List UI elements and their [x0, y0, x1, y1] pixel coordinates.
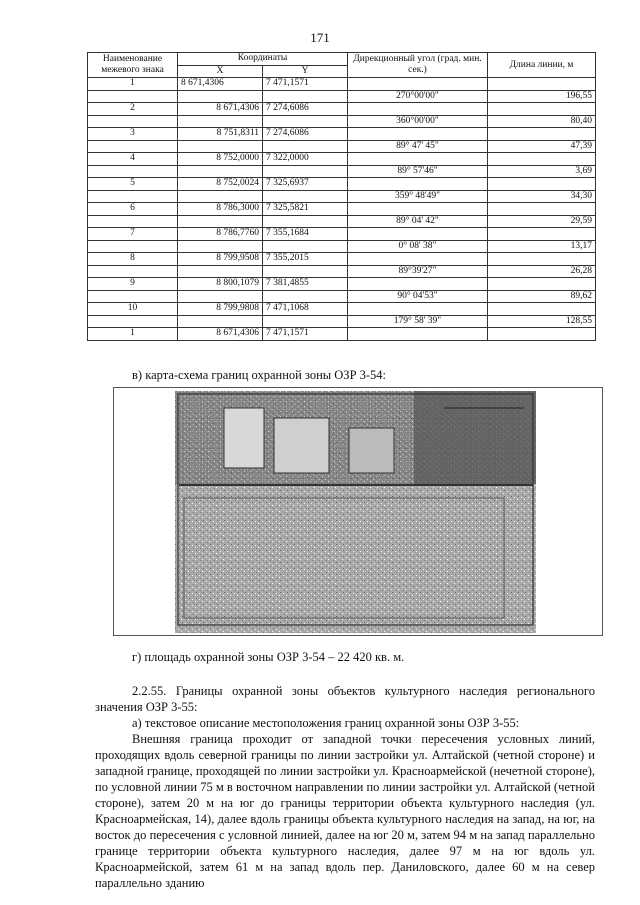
empty-cell [263, 215, 348, 228]
empty-cell [488, 153, 596, 166]
empty-cell [178, 115, 263, 128]
segment-row [88, 265, 596, 278]
boundary-map-image [114, 388, 602, 635]
point-number: 9 [88, 278, 178, 291]
point-number: 8 [88, 253, 178, 266]
empty-cell [88, 215, 178, 228]
empty-cell [178, 290, 263, 303]
empty-cell [488, 303, 596, 316]
map-caption: в) карта-схема границ охранной зоны ОЗР 3-54: [132, 368, 387, 382]
empty-cell [178, 240, 263, 253]
coordinates-table [87, 52, 596, 341]
point-x: 8 800,1079 [178, 278, 263, 291]
empty-cell [88, 140, 178, 153]
segment-length: 196,55 [488, 90, 596, 103]
segment-row [88, 290, 596, 303]
header-line-length: Длина линии, м [488, 53, 596, 78]
point-x: 8 786,3000 [178, 203, 263, 216]
point-y: 7 471,1571 [263, 78, 348, 91]
segment-row [88, 115, 596, 128]
point-number: 1 [88, 328, 178, 341]
empty-cell [348, 178, 488, 191]
point-y: 7 471,1068 [263, 303, 348, 316]
point-y: 7 274,6086 [263, 128, 348, 141]
point-y: 7 355,1684 [263, 228, 348, 241]
header-direction-angle: Дирекционный угол (град. мин. сек.) [348, 53, 488, 78]
point-x: 8 671,4306 [178, 78, 263, 91]
section-title: 2.2.55. Границы охранной зоны объектов культурного наследия регионального значения ОЗР 3-55: [95, 684, 595, 714]
segment-length: 89,62 [488, 290, 596, 303]
point-number: 3 [88, 128, 178, 141]
segment-row [88, 315, 596, 328]
point-row [88, 78, 596, 91]
point-row [88, 328, 596, 341]
header-x: X [178, 65, 263, 78]
segment-row [88, 140, 596, 153]
point-row [88, 253, 596, 266]
point-x: 8 751,8311 [178, 128, 263, 141]
empty-cell [348, 228, 488, 241]
point-y: 7 322,0000 [263, 153, 348, 166]
empty-cell [488, 178, 596, 191]
empty-cell [88, 165, 178, 178]
empty-cell [263, 90, 348, 103]
point-row [88, 103, 596, 116]
segment-angle: 179° 58' 39" [348, 315, 488, 328]
header-coordinates: Координаты [178, 53, 348, 66]
point-number: 5 [88, 178, 178, 191]
segment-length: 26,28 [488, 265, 596, 278]
segment-length: 29,59 [488, 215, 596, 228]
segment-length: 34,30 [488, 190, 596, 203]
point-row [88, 228, 596, 241]
segment-angle: 89° 47' 45" [348, 140, 488, 153]
empty-cell [178, 315, 263, 328]
empty-cell [348, 278, 488, 291]
point-number: 2 [88, 103, 178, 116]
point-x: 8 786,7760 [178, 228, 263, 241]
segment-angle: 359° 48'49" [348, 190, 488, 203]
segment-row [88, 215, 596, 228]
point-x: 8 799,9808 [178, 303, 263, 316]
point-x: 8 752,0000 [178, 153, 263, 166]
point-number: 1 [88, 78, 178, 91]
point-y: 7 274,6086 [263, 103, 348, 116]
point-number: 4 [88, 153, 178, 166]
empty-cell [178, 215, 263, 228]
boundary-description: Внешняя граница проходит от западной точки пересечения условных линий, проходящих вдоль северной границы по линии застройки ул. Алтайской (четной стороне) и западной границе, проходящей по линии застройки ул. Красноармейской (нечетной стороне), по условной линии 75 м в восточном направлении по линии застройки ул. Алтайской (четной стороне), затем 20 м на юг до границы территории объекта культурного наследия (ул. Красноармейская, 14), далее вдоль границы объекта культурного наследия на запад, на юг, на восток до пересечения с условной линией, далее на юг 20 м, затем 94 м на запад параллельно границе территории объекта культурного наследия, далее 97 м на юг вдоль ул. Красноармейской, затем 61 м на запад вдоль пер. Даниловского, далее 60 м на север параллельно зданию [95, 732, 595, 890]
point-row [88, 278, 596, 291]
empty-cell [488, 328, 596, 341]
empty-cell [263, 165, 348, 178]
empty-cell [488, 278, 596, 291]
point-y: 7 355,2015 [263, 253, 348, 266]
empty-cell [88, 115, 178, 128]
section-text [95, 683, 595, 891]
segment-length: 3,69 [488, 165, 596, 178]
point-row [88, 128, 596, 141]
segment-angle: 360°00'00" [348, 115, 488, 128]
empty-cell [178, 165, 263, 178]
point-number: 7 [88, 228, 178, 241]
empty-cell [88, 240, 178, 253]
header-boundary-mark: Наименование межевого знака [88, 53, 178, 78]
header-y: Y [263, 65, 348, 78]
point-y: 7 381,4855 [263, 278, 348, 291]
empty-cell [178, 140, 263, 153]
empty-cell [488, 103, 596, 116]
segment-angle: 89° 04' 42" [348, 215, 488, 228]
segment-angle: 0° 08' 38" [348, 240, 488, 253]
point-x: 8 799,9508 [178, 253, 263, 266]
point-number: 6 [88, 203, 178, 216]
empty-cell [348, 78, 488, 91]
segment-length: 13,17 [488, 240, 596, 253]
empty-cell [88, 290, 178, 303]
empty-cell [488, 203, 596, 216]
empty-cell [488, 128, 596, 141]
empty-cell [263, 190, 348, 203]
point-y: 7 325,6937 [263, 178, 348, 191]
page-number: 171 [310, 30, 330, 45]
empty-cell [178, 90, 263, 103]
boundary-map [113, 387, 603, 636]
point-x: 8 671,4306 [178, 103, 263, 116]
empty-cell [348, 253, 488, 266]
empty-cell [488, 78, 596, 91]
empty-cell [263, 265, 348, 278]
empty-cell [488, 228, 596, 241]
empty-cell [348, 328, 488, 341]
empty-cell [88, 265, 178, 278]
empty-cell [263, 315, 348, 328]
coordinates-table-body [88, 78, 596, 341]
segment-row [88, 240, 596, 253]
empty-cell [348, 303, 488, 316]
point-x: 8 752,0024 [178, 178, 263, 191]
segment-angle: 90° 04'53" [348, 290, 488, 303]
point-y: 7 325,5821 [263, 203, 348, 216]
empty-cell [348, 203, 488, 216]
point-number: 10 [88, 303, 178, 316]
segment-angle: 89° 57'46" [348, 165, 488, 178]
point-row [88, 203, 596, 216]
empty-cell [88, 315, 178, 328]
empty-cell [348, 128, 488, 141]
segment-angle: 270°00'00" [348, 90, 488, 103]
point-row [88, 303, 596, 316]
empty-cell [348, 153, 488, 166]
empty-cell [263, 240, 348, 253]
empty-cell [348, 103, 488, 116]
point-row [88, 153, 596, 166]
segment-row [88, 165, 596, 178]
point-row [88, 178, 596, 191]
empty-cell [178, 190, 263, 203]
empty-cell [263, 140, 348, 153]
empty-cell [88, 90, 178, 103]
segment-length: 47,39 [488, 140, 596, 153]
segment-row [88, 190, 596, 203]
segment-angle: 89°39'27" [348, 265, 488, 278]
point-y: 7 471,1571 [263, 328, 348, 341]
segment-row [88, 90, 596, 103]
segment-length: 128,55 [488, 315, 596, 328]
empty-cell [263, 115, 348, 128]
empty-cell [488, 253, 596, 266]
empty-cell [88, 190, 178, 203]
empty-cell [178, 265, 263, 278]
area-line: г) площадь охранной зоны ОЗР 3-54 – 22 420 кв. м. [132, 650, 405, 664]
subsection-title: а) текстовое описание местоположения границ охранной зоны ОЗР 3-55: [132, 716, 520, 730]
point-x: 8 671,4306 [178, 328, 263, 341]
empty-cell [263, 290, 348, 303]
segment-length: 80,40 [488, 115, 596, 128]
